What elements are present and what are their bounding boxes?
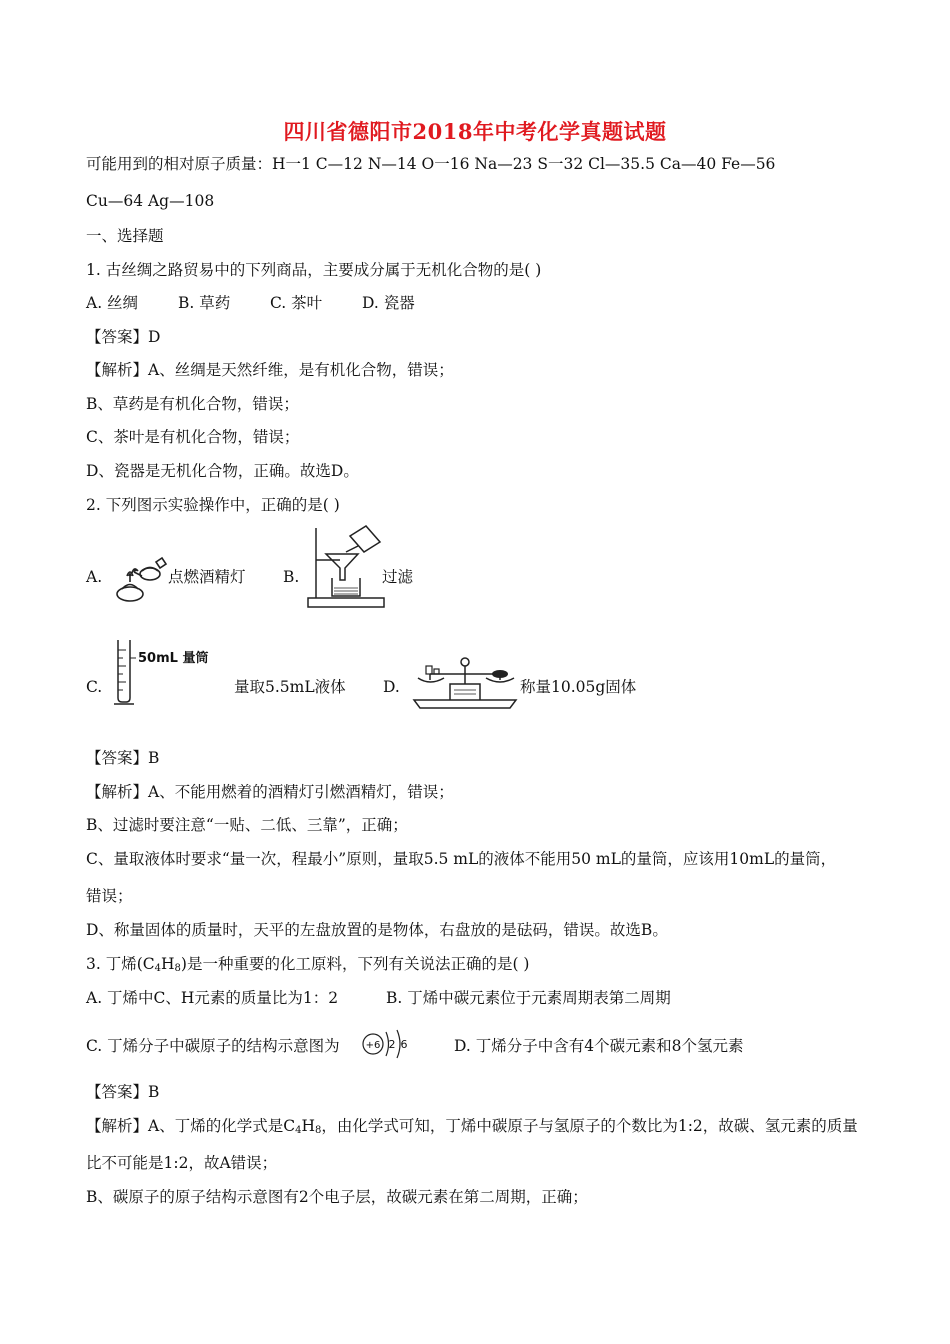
q2-option-a-letter: A. [86,568,103,586]
q2-analysis-c-cont: 错误； [86,887,133,905]
q1-option-b: B. 草药 [178,294,231,312]
q2-analysis-c: C、量取液体时要求“量一次，程最小”原则，量取5.5 mL的液体不能用50 mL的量筒，应该用10mL的量筒， [86,850,837,868]
q1-analysis-b: B、草药是有机化合物，错误； [86,395,299,413]
q2-option-c-text: 量取5.5mL液体 [234,678,346,696]
q1-answer: 【答案】D [86,328,161,346]
q3-stem-part: )是一种重要的化工原料，下列有关说法正确的是( ) [180,955,530,973]
q3-option-c: C. 丁烯分子中碳原子的结构示意图为 [86,1037,340,1055]
q3-analysis-a [86,1115,858,1142]
q1-options [86,292,415,314]
q2-analysis-b: B、过滤时要注意“一贴、二低、三靠”，正确； [86,816,408,834]
q3-analysis-sub: 8 [314,1125,322,1136]
q3-option-b: B. 丁烯中碳元素位于元素周期表第二周期 [386,989,671,1007]
q1-analysis-a: 【解析】A、丝绸是天然纤维，是有机化合物，错误； [86,361,454,379]
q1-option-d: D. 瓷器 [362,294,415,312]
q3-stem-sub: 8 [174,963,181,974]
q1-stem: 1. 古丝绸之路贸易中的下列商品，主要成分属于无机化合物的是( ) [86,261,542,279]
section-heading: 一、选择题 [86,227,164,245]
q2-option-b-text: 过滤 [382,568,414,586]
page-title: 四川省德阳市2018年中考化学真题试题 [283,119,667,144]
graduated-cylinder-figure [112,638,136,706]
q3-options-ab [86,987,671,1009]
q3-analysis-part: 【解析】A、丁烯的化学式是C [86,1117,296,1135]
q3-option-d: D. 丁烯分子中含有4个碳元素和8个氢元素 [454,1037,744,1055]
q3-analysis-part: ，由化学式可知，丁烯中碳原子与氢原子的个数比为1:2，故碳、氢元素的质量 [321,1117,858,1135]
atom-shell-1-label: 2 [388,1038,396,1051]
q3-analysis-a-cont: 比不可能是1:2，故A错误； [86,1154,278,1172]
q2-option-d-letter: D. [383,678,400,696]
q1-option-a: A. 丝绸 [86,294,139,312]
q3-stem-part: H [161,955,175,973]
q2-analysis-d: D、称量固体的质量时，天平的左盘放置的是物体，右盘放的是砝码，错误。故选B。 [86,921,668,939]
q3-answer: 【答案】B [86,1083,160,1101]
q3-analysis-sub: 4 [295,1125,302,1136]
q1-analysis-c: C、茶叶是有机化合物，错误； [86,428,300,446]
q2-answer: 【答案】B [86,749,160,767]
alcohol-lamp-lighting-figure [112,554,168,604]
q2-analysis-a: 【解析】A、不能用燃着的酒精灯引燃酒精灯，错误； [86,783,454,801]
q2-option-a-text: 点燃酒精灯 [168,568,246,586]
q2-option-c-letter: C. [86,678,103,696]
atom-shell-2-label: 6 [400,1038,408,1051]
q2-option-d-text: 称量10.05g固体 [520,678,637,696]
cylinder-figure-label: 50mL 量筒 [138,651,209,666]
balance-scale-figure [410,654,520,710]
q2-stem: 2. 下列图示实验操作中，正确的是( ) [86,496,340,514]
q3-analysis-part: H [301,1117,315,1135]
q1-option-c: C. 茶叶 [270,294,323,312]
q3-stem [86,953,529,980]
q1-analysis-d: D、瓷器是无机化合物，正确。故选D。 [86,462,359,480]
q3-analysis-b: B、碳原子的原子结构示意图有2个电子层，故碳元素在第二周期，正确； [86,1188,588,1206]
q3-option-a: A. 丁烯中C、H元素的质量比为1：2 [86,989,339,1007]
atomic-mass-line-1: 可能用到的相对原子质量：H一1 C—12 N—14 O一16 Na—23 S一32 Cl—35.5 Ca—40 Fe—56 [86,155,776,173]
q3-stem-sub: 4 [154,963,161,974]
filtration-apparatus-figure [306,522,388,610]
atom-nucleus-label: +6 [365,1040,381,1051]
q3-stem-part: 3. 丁烯(C [86,955,155,973]
carbon-atom-structure-figure [361,1024,413,1066]
atomic-mass-line-2: Cu—64 Ag—108 [86,192,215,210]
q2-option-b-letter: B. [283,568,300,586]
